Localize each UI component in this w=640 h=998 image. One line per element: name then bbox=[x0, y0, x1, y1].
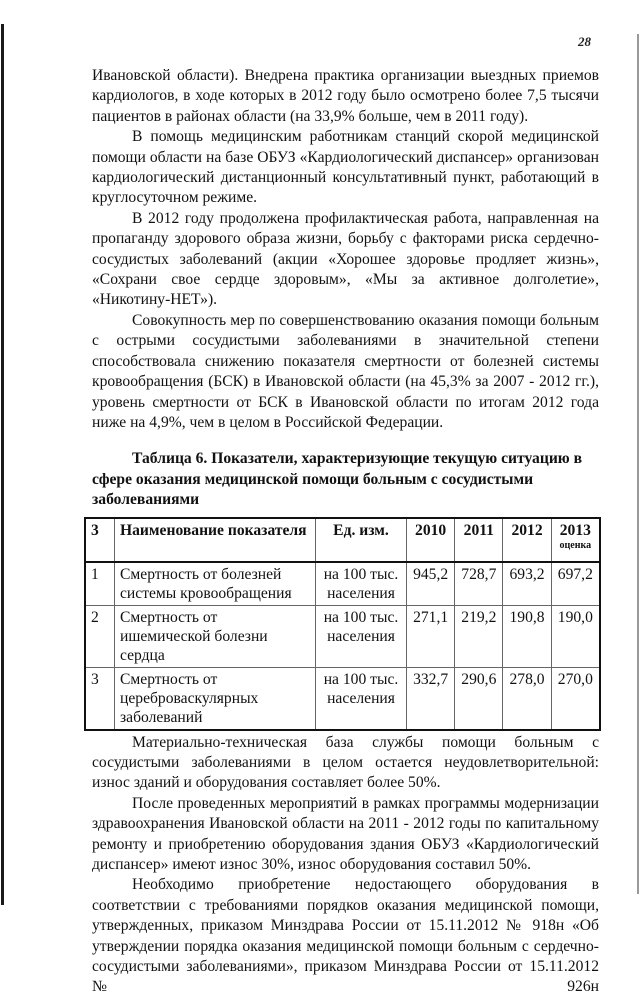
paragraph-5: Материально-техническая база службы помощи больным с сосудистыми заболеваниями в целом остается неудовлетворительной: износ зданий и оборудования составляет более 50%. bbox=[92, 733, 599, 792]
post-table-section bbox=[92, 733, 599, 998]
header-2012: 2012 bbox=[503, 518, 551, 562]
indicators-table bbox=[84, 517, 601, 731]
table-row bbox=[85, 667, 600, 730]
table-row bbox=[85, 605, 600, 667]
row-2013: 697,2 bbox=[551, 562, 600, 606]
scan-right-edge bbox=[637, 34, 639, 894]
header-2011: 2011 bbox=[455, 518, 503, 562]
header-2013-year: 2013 bbox=[559, 521, 591, 539]
table-header-row bbox=[85, 518, 600, 562]
row-name: Смертность от ишемической болезни сердца bbox=[115, 605, 316, 667]
paragraph-3: В 2012 году продолжена профилактическая работа, направленная на пропаганду здорового образа жизни, борьбу с факторами риска сердечно-сосудистых заболеваний (акции «Хорошее здоровье продляет жизнь», «Сохрани свое сердце здоровым», «Мы за активное долголетие», «Никотину-НЕТ»). bbox=[92, 209, 599, 309]
document-body bbox=[92, 66, 599, 998]
row-2011: 290,6 bbox=[455, 667, 503, 730]
row-2010: 945,2 bbox=[407, 562, 455, 606]
header-2013 bbox=[551, 518, 600, 562]
row-2011: 219,2 bbox=[455, 605, 503, 667]
paragraph-7: Необходимо приобретение недостающего оборудования в соответствии с требованиями порядков оказания медицинской помощи, утвержденных, приказом Минздрава России от 15.11.2012 № 918н «Об утверждении порядка оказания медицинской помощи больным с сердечно-сосудистыми заболеваниями», приказом Минздрава России от 15.11.2012 № 926н bbox=[92, 876, 599, 996]
row-2011: 728,7 bbox=[455, 562, 503, 606]
paragraph-1: Ивановской области). Внедрена практика организации выездных приемов кардиологов, в ходе которых в 2012 году было осмотрено более 7,5 тысячи пациентов в районах области (на 33,9% больше, чем в 2011 году). bbox=[92, 67, 599, 125]
table-row bbox=[85, 562, 600, 606]
row-2012: 190,8 bbox=[503, 605, 551, 667]
row-name: Смертность от болезней системы кровообращения bbox=[115, 562, 316, 606]
header-2010: 2010 bbox=[407, 518, 455, 562]
row-name: Смертность от цереброваскулярных заболеваний bbox=[115, 667, 316, 730]
paragraph-2: В помощь медицинским работникам станций скорой медицинской помощи области на базе ОБУЗ «Кардиологический диспансер» организован кардиологический дистанционный консультативный пункт, работающий в круглосуточном режиме. bbox=[92, 128, 599, 207]
paragraph-4: Совокупность мер по совершенствованию оказания помощи больным с острыми сосудистыми заболеваниями в значительной степени способствовала снижению показателя смертности от болезней системы кровообращения (БСК) в Ивановской области (на 45,3% за 2007 - 2012 гг.), уровень смертности от БСК в Ивановской области по итогам 2012 года ниже на 4,9%, чем в целом в Российской Федерации. bbox=[92, 311, 599, 431]
row-2010: 332,7 bbox=[407, 667, 455, 730]
row-2013: 190,0 bbox=[551, 605, 600, 667]
row-unit: на 100 тыс. населения bbox=[316, 667, 407, 730]
table-title: Таблица 6. Показатели, характеризующие текущую ситуацию в сфере оказания медицинской помощи больным с сосудистыми заболеваниями bbox=[92, 450, 583, 509]
header-2013-note: оценка bbox=[559, 539, 592, 551]
row-2012: 278,0 bbox=[503, 667, 551, 730]
row-unit: на 100 тыс. населения bbox=[316, 562, 407, 606]
page-number: 28 bbox=[578, 34, 591, 49]
row-2010: 271,1 bbox=[407, 605, 455, 667]
row-unit: на 100 тыс. населения bbox=[316, 605, 407, 667]
row-2012: 693,2 bbox=[503, 562, 551, 606]
scan-left-edge bbox=[1, 24, 4, 905]
row-num: 1 bbox=[85, 562, 115, 606]
row-num: 3 bbox=[85, 667, 115, 730]
paragraph-6: После проведенных мероприятий в рамках программы модернизации здравоохранения Ивановской области на 2011 - 2012 годы по капитальному ремонту и приобретению оборудования здания ОБУЗ «Кардиологический диспансер» имеют износ 30%, износ оборудования составил 50%. bbox=[92, 794, 599, 873]
header-name: Наименование показателя bbox=[115, 518, 316, 562]
row-2013: 270,0 bbox=[551, 667, 600, 730]
header-unit: Ед. изм. bbox=[316, 518, 407, 562]
row-num: 2 bbox=[85, 605, 115, 667]
header-num: 3 bbox=[85, 518, 115, 562]
